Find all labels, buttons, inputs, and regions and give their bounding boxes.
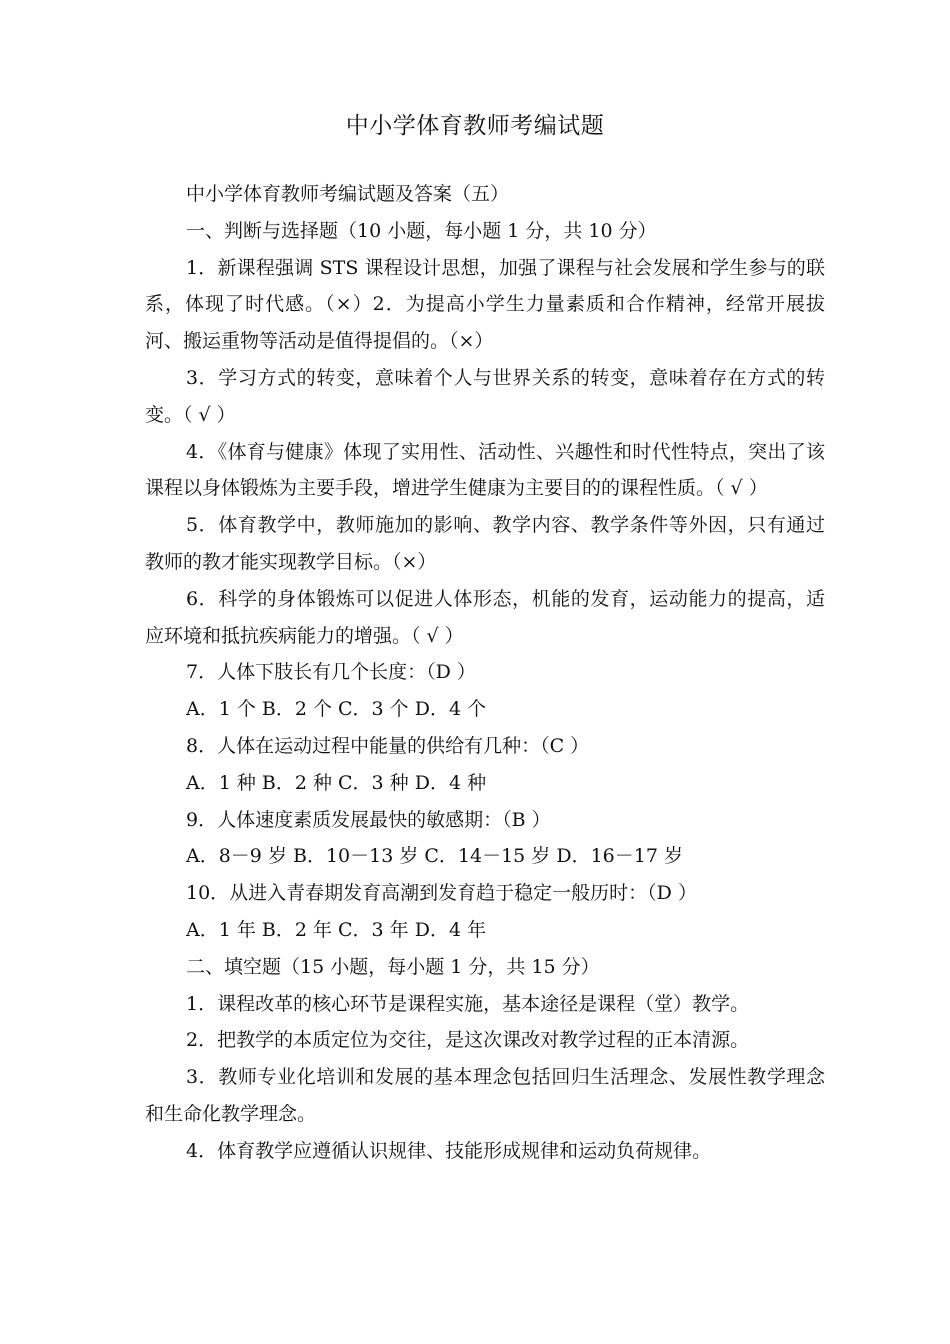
- section-heading-judgement-choice: 一、判断与选择题（10 小题，每小题 1 分，共 10 分）: [186, 219, 657, 242]
- question-paragraph: 9．人体速度素质发展最快的敏感期：（B ）: [186, 808, 551, 831]
- question-paragraph: 3．学习方式的转变，意味着个人与世界关系的转变，意味着存在方式的转变。（ √ ）: [145, 366, 825, 426]
- question-paragraph: 7．人体下肢长有几个长度：（D ）: [186, 661, 476, 684]
- fill-blank-paragraph: 2．把教学的本质定位为交往，是这次课改对教学过程的正本清源。: [186, 1029, 750, 1052]
- options-paragraph: A．1 个 B．2 个 C．3 个 D．4 个: [186, 698, 487, 721]
- question-paragraph: 5．体育教学中，教师施加的影响、教学内容、教学条件等外因，只有通过教师的教才能实现教学目标。（×）: [145, 514, 825, 573]
- subtitle-paragraph: 中小学体育教师考编试题及答案（五）: [186, 183, 510, 205]
- question-paragraph: 8．人体在运动过程中能量的供给有几种：（C ）: [186, 734, 590, 757]
- fill-blank-paragraph: 3．教师专业化培训和发展的基本理念包括回归生活理念、发展性教学理念和生命化教学理念。: [145, 1066, 825, 1125]
- document-body: [145, 176, 825, 1170]
- options-paragraph: A．1 种 B．2 种 C．3 种 D．4 种: [186, 771, 487, 794]
- fill-blank-paragraph: 4．体育教学应遵循认识规律、技能形成规律和运动负荷规律。: [186, 1139, 712, 1162]
- options-paragraph: A．1 年 B．2 年 C．3 年 D．4 年: [186, 918, 487, 941]
- question-paragraph: 1．新课程强调 STS 课程设计思想，加强了课程与社会发展和学生参与的联系，体现了时代感。（×）2．为提高小学生力量素质和合作精神，经常开展拔河、搬运重物等活动是值得提倡的。（×）: [145, 256, 825, 353]
- fill-blank-paragraph: 1．课程改革的核心环节是课程实施，基本途径是课程（堂）教学。: [186, 992, 750, 1015]
- document-title: 中小学体育教师考编试题: [345, 113, 605, 139]
- question-paragraph: 6．科学的身体锻炼可以促进人体形态，机能的发育，运动能力的提高，适应环境和抵抗疾病能力的增强。（ √ ）: [145, 587, 825, 647]
- question-paragraph: 10．从进入青春期发育高潮到发育趋于稳定一般历时：（D ）: [186, 882, 697, 905]
- options-paragraph: A．8－9 岁 B．10－13 岁 C．14－15 岁 D．16－17 岁: [186, 845, 683, 868]
- question-paragraph: 4．《体育与健康》体现了实用性、活动性、兴趣性和时代性特点，突出了该课程以身体锻炼为主要手段，增进学生健康为主要目的的课程性质。（ √ ）: [145, 440, 825, 500]
- section-heading-fill-blank: 二、填空题（15 小题，每小题 1 分，共 15 分）: [186, 955, 600, 978]
